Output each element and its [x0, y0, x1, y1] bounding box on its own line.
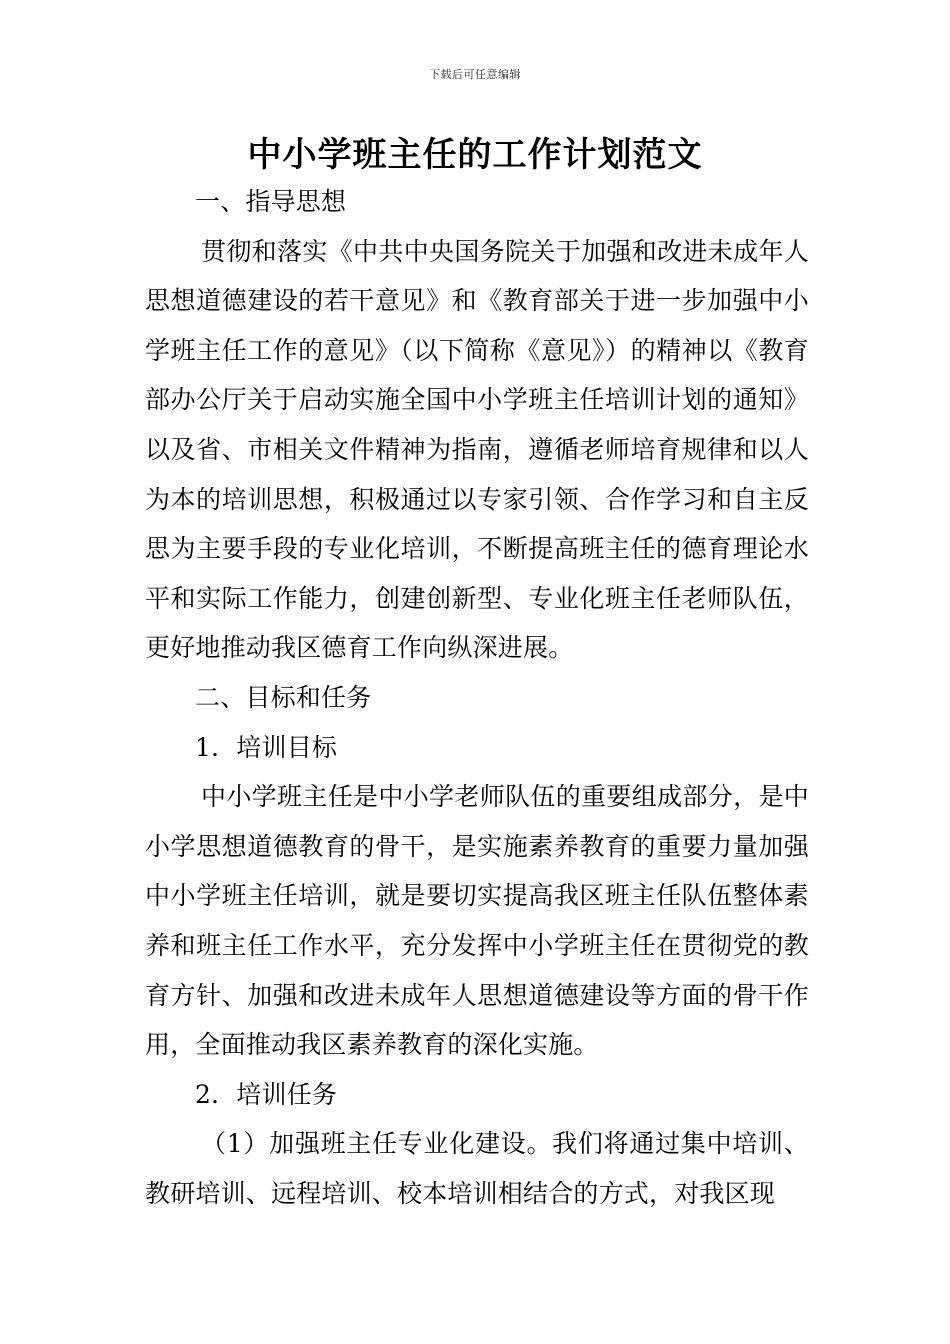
document-title: 中小学班主任的工作计划范文	[247, 135, 703, 175]
document-body	[145, 177, 809, 1218]
header-note: 下载后可任意编辑	[429, 68, 521, 81]
section-heading-goals-tasks: 二、目标和任务	[195, 682, 372, 712]
subheading-training-goal: 1．培训目标	[195, 732, 338, 762]
paragraph-training-task: （1）加强班主任专业化建设。我们将通过集中培训、教研培训、远程培训、校本培训相结合的方式，对我区现	[145, 1129, 809, 1208]
subheading-training-task: 2．培训任务	[195, 1079, 338, 1109]
paragraph-guiding-ideology: 贯彻和落实《中共中央国务院关于加强和改进未成年人思想道德建设的若干意见》和《教育部关于进一步加强中小学班主任工作的意见》（以下简称《意见》）的精神以《教育部办公厅关于启动实施全国中小学班主任培训计划的通知》以及省、市相关文件精神为指南，遵循老师培育规律和以人为本的培训思想，积极通过以专家引领、合作学习和自主反思为主要手段的专业化培训，不断提高班主任的德育理论水平和实际工作能力，创建创新型、专业化班主任老师队伍，更好地推动我区德育工作向纵深进展。	[145, 236, 809, 663]
section-heading-guiding-ideology: 一、指导思想	[195, 187, 347, 216]
paragraph-training-goal: 中小学班主任是中小学老师队伍的重要组成部分，是中小学思想道德教育的骨干，是实施素养教育的重要力量加强中小学班主任培训，就是要切实提高我区班主任队伍整体素养和班主任工作水平，充分发挥中小学班主任在贯彻党的教育方针、加强和改进未成年人思想道德建设等方面的骨干作用，全面推动我区素养教育的深化实施。	[145, 782, 809, 1060]
